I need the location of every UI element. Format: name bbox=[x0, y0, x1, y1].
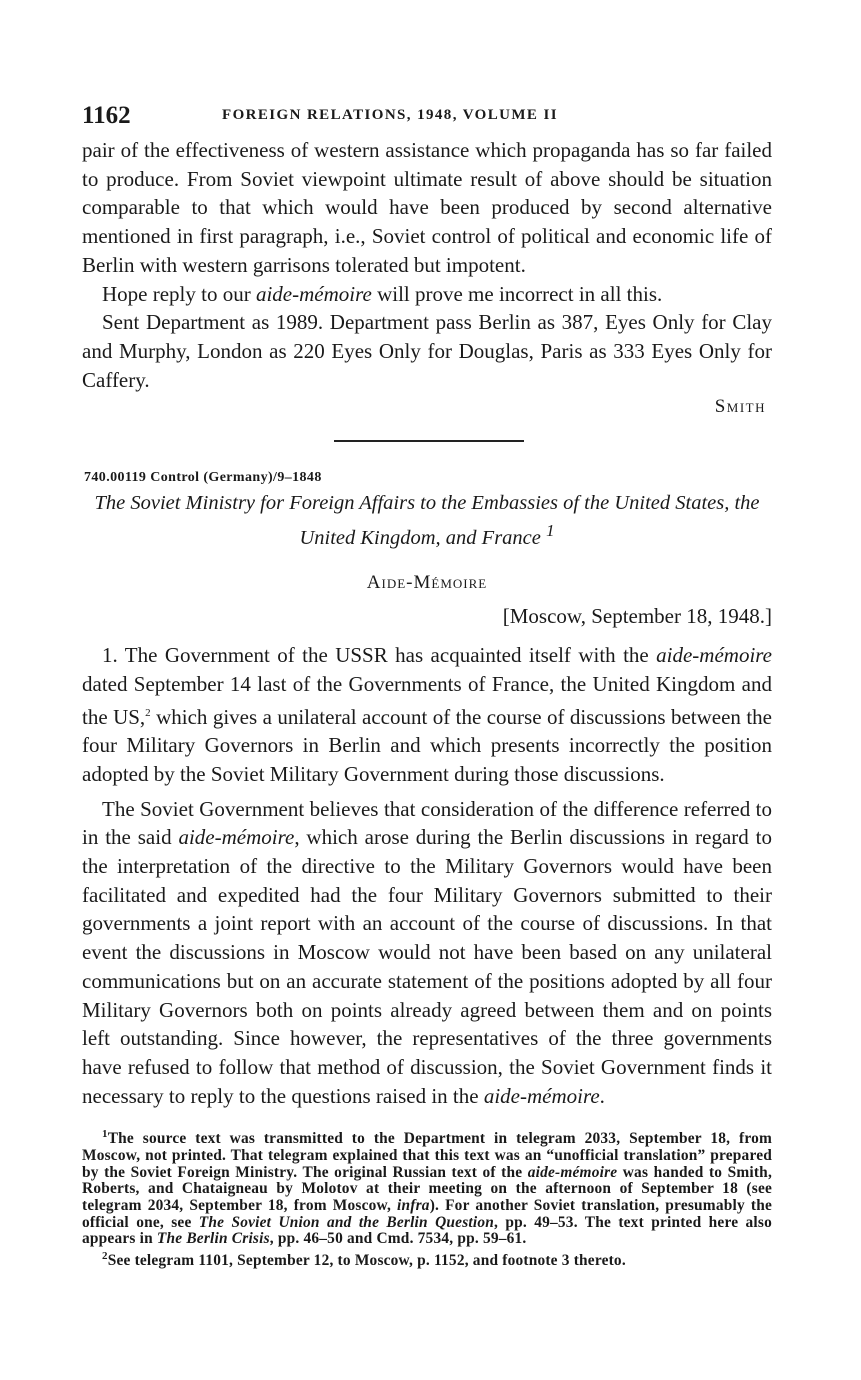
running-head: FOREIGN RELATIONS, 1948, VOLUME II bbox=[222, 107, 558, 123]
document-title: The Soviet Ministry for Foreign Affairs to the Embassies of the United States, the United Kingdom, and France $^1$ bbox=[94, 492, 760, 550]
page-header bbox=[82, 100, 772, 136]
footnote-mark: 1 bbox=[546, 521, 555, 541]
document-page bbox=[82, 100, 772, 1269]
file-reference: 740.00119 Control (Germany)/9–1848 bbox=[84, 470, 322, 486]
footnote-mark: 2 bbox=[145, 706, 151, 719]
document-body bbox=[82, 641, 772, 1110]
body-paragraph-1: 1. The Government of the USSR has acquainted itself with the aide-mémoire dated September 14 last of the Governments of France, the United Kingdom and the US,$^2$ which gives a unilateral account of the course of discussions between the four Military Governors in Berlin and which presents incorrectly the position adopted by the Soviet Military Government during those discussions. bbox=[82, 643, 772, 786]
page-number: 1162 bbox=[82, 102, 131, 129]
signature: Smith bbox=[714, 396, 766, 418]
document-heading: Aide-Mémoire bbox=[366, 572, 488, 594]
continued-paragraph: pair of the effectiveness of western assistance which propaganda has so far failed to produce. From Soviet viewpoint ultimate result of above should be situation comparable to that which would have been produced by second alternative mentioned in first paragraph, i.e., Soviet control of political and economic life of Berlin with western garrisons tolerated but impotent. bbox=[82, 138, 772, 277]
footnote-2: $^2$See telegram 1101, September 12, to Moscow, p. 1152, and footnote 3 thereto. bbox=[102, 1249, 626, 1269]
document-date: [Moscow, September 18, 1948.] bbox=[502, 604, 772, 629]
hope-reply-paragraph: Hope reply to our aide-mémoire will prove me incorrect in all this. bbox=[102, 281, 663, 306]
footnote-1: $^1$The source text was transmitted to the Department in telegram 2033, September 18, from Moscow, not printed. That telegram explained that this text was an “unofficial translation” prepared by the Soviet Foreign Ministry. The original Russian text of the aide-mémoire was handed to Smith, Roberts, and Chataigneau by Molotov at their meeting on the afternoon of September 18 (see telegram 2034, September 18, from Moscow, infra). For another Soviet translation, presumably the official one, see The Soviet Union and the Berlin Question, pp. 49–53. The text printed here also appears in The Berlin Crisis, pp. 46–50 and Cmd. 7534, pp. 59–61. bbox=[82, 1128, 772, 1248]
section-divider bbox=[334, 440, 524, 442]
body-paragraph-2: The Soviet Government believes that consideration of the difference referred to in the said aide-mémoire, which arose during the Berlin discussions in regard to the interpretation of the directive to the Military Governors would have been facilitated and expedited had the four Military Governors submitted to their governments a joint report with an account of the course of discussions. In that event the discussions in Moscow would not have been based on any unilateral communications but on an accurate statement of the positions adopted by all four Military Governors both on points already agreed between them and on points left outstanding. Since however, the representatives of the three governments have refused to follow that method of discussion, the Soviet Government finds it necessary to reply to the questions raised in the aide-mémoire. bbox=[82, 796, 773, 1108]
footnotes bbox=[82, 1126, 772, 1269]
routing-paragraph: Sent Department as 1989. Department pass Berlin as 387, Eyes Only for Clay and Murphy, London as 220 Eyes Only for Douglas, Paris as 333 Eyes Only for Caffery. bbox=[82, 310, 772, 392]
